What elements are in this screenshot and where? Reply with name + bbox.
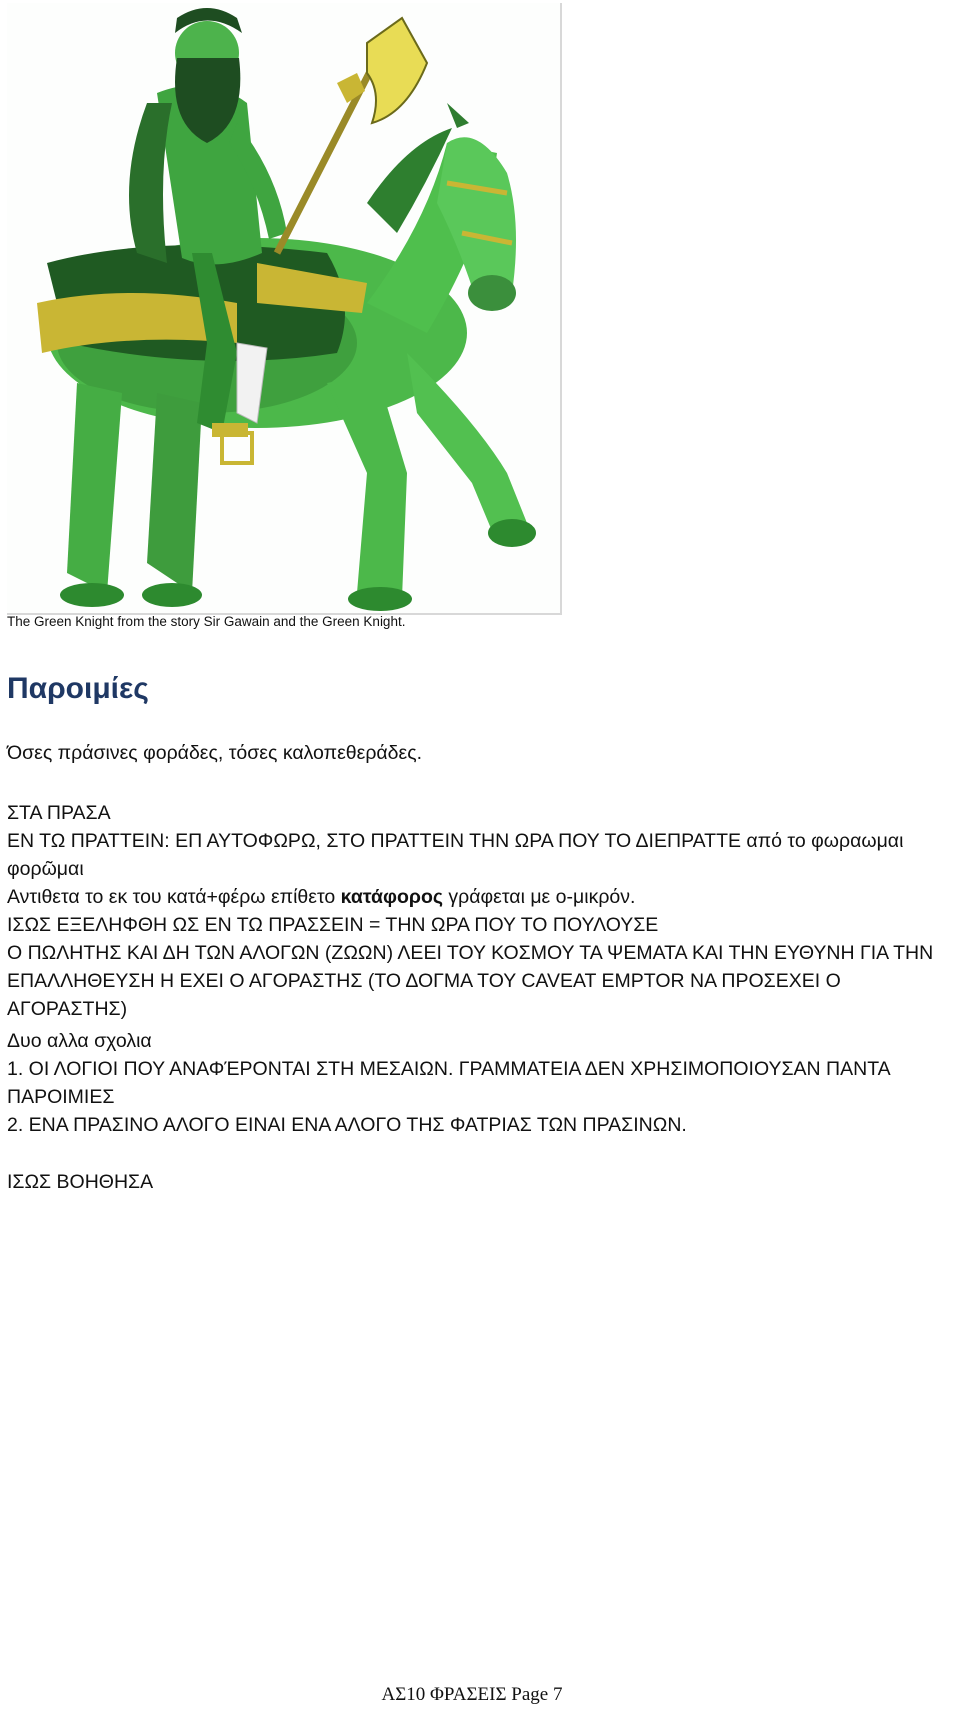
notes-line-2: ΕΝ ΤΩ ΠΡΑΤΤΕΙΝ: ΕΠ ΑΥΤΟΦΩΡΩ, ΣΤΟ ΠΡΑΤΤΕΙΝ ΤΗΝ ΩΡΑ ΠΟΥ ΤΟ ΔΙΕΠΡΑΤΤΕ από το φωραωμαι φορῶμαι xyxy=(7,830,904,880)
proverb-text: Όσες πράσινες φοράδες, τόσες καλοπεθεράδες. xyxy=(7,742,423,764)
notes-line-3-start: Αντιθετα το εκ του κατά+φέρω επίθετο xyxy=(7,886,341,908)
footer-text: ΑΣ10 ΦΡΑΣΕΙΣ Page 7 xyxy=(381,1684,563,1705)
figure-caption: The Green Knight from the story Sir Gawain and the Green Knight. xyxy=(7,614,406,629)
notes-line-4: ΙΣΩΣ ΕΞΕΛΗΦΘΗ ΩΣ ΕΝ ΤΩ ΠΡΑΣΣΕΙΝ = ΤΗΝ ΩΡΑ ΠΟΥ ΤΟ ΠΟΥΛΟΥΣΕ xyxy=(7,914,659,936)
notes-line-1: ΣΤΑ ΠΡΑΣΑ xyxy=(7,802,111,824)
comments-item-2: 2. ΕΝΑ ΠΡΑΣΙΝΟ ΑΛΟΓΟ ΕΙΝΑΙ ΕΝΑ ΑΛΟΓΟ ΤΗΣ ΦΑΤΡΙΑΣ ΤΩΝ ΠΡΑΣΙΝΩΝ. xyxy=(7,1114,687,1136)
notes-line-3-bold-word: κατάφορος xyxy=(340,886,443,908)
notes-line-5: Ο ΠΩΛΗΤΗΣ ΚΑΙ ΔΗ ΤΩΝ ΑΛΟΓΩΝ (ΖΩΩΝ) ΛΕΕΙ ΤΟΥ ΚΟΣΜΟΥ ΤΑ ΨΕΜΑΤΑ ΚΑΙ ΤΗΝ ΕΥΘΥΝΗ ΓΙΑ ΤΗΝ ΕΠΑΛΛΗΘΕΥΣΗ Η ΕΧΕΙ Ο ΑΓΟΡΑΣΤΗΣ (ΤΟ ΔΟΓΜΑ ΤΟΥ CAVEAT EMPTOR ΝΑ ΠΡΟΣΕΧΕΙ Ο ΑΓΟΡΑΣΤΗΣ) xyxy=(7,942,934,1020)
notes-block xyxy=(7,799,957,1023)
page-heading: Παροιμίες xyxy=(7,672,149,705)
notes-line-3 xyxy=(7,883,957,911)
page-footer xyxy=(0,1684,960,1706)
comments-item-1: 1. ΟΙ ΛΟΓΙΟΙ ΠΟΥ ΑΝΑΦΈΡΟΝΤΑΙ ΣΤΗ ΜΕΣΑΙΩΝ. ΓΡΑΜΜΑΤΕΙΑ ΔΕΝ ΧΡΗΣΙΜΟΠΟΙΟΥΣΑΝ ΠΑΝΤΑ ΠΑΡΟΙΜΙΕΣ xyxy=(7,1058,890,1108)
proverb-line xyxy=(7,739,957,767)
green-knight-illustration xyxy=(7,3,562,615)
notes-line-3-end: γράφεται με ο-μικρόν. xyxy=(443,886,636,908)
comments-block xyxy=(7,1027,957,1139)
comments-title: Δυο αλλα σχολια xyxy=(7,1030,152,1052)
closing-text: ΙΣΩΣ ΒΟΗΘΗΣΑ xyxy=(7,1171,154,1193)
closing-line xyxy=(7,1168,957,1196)
